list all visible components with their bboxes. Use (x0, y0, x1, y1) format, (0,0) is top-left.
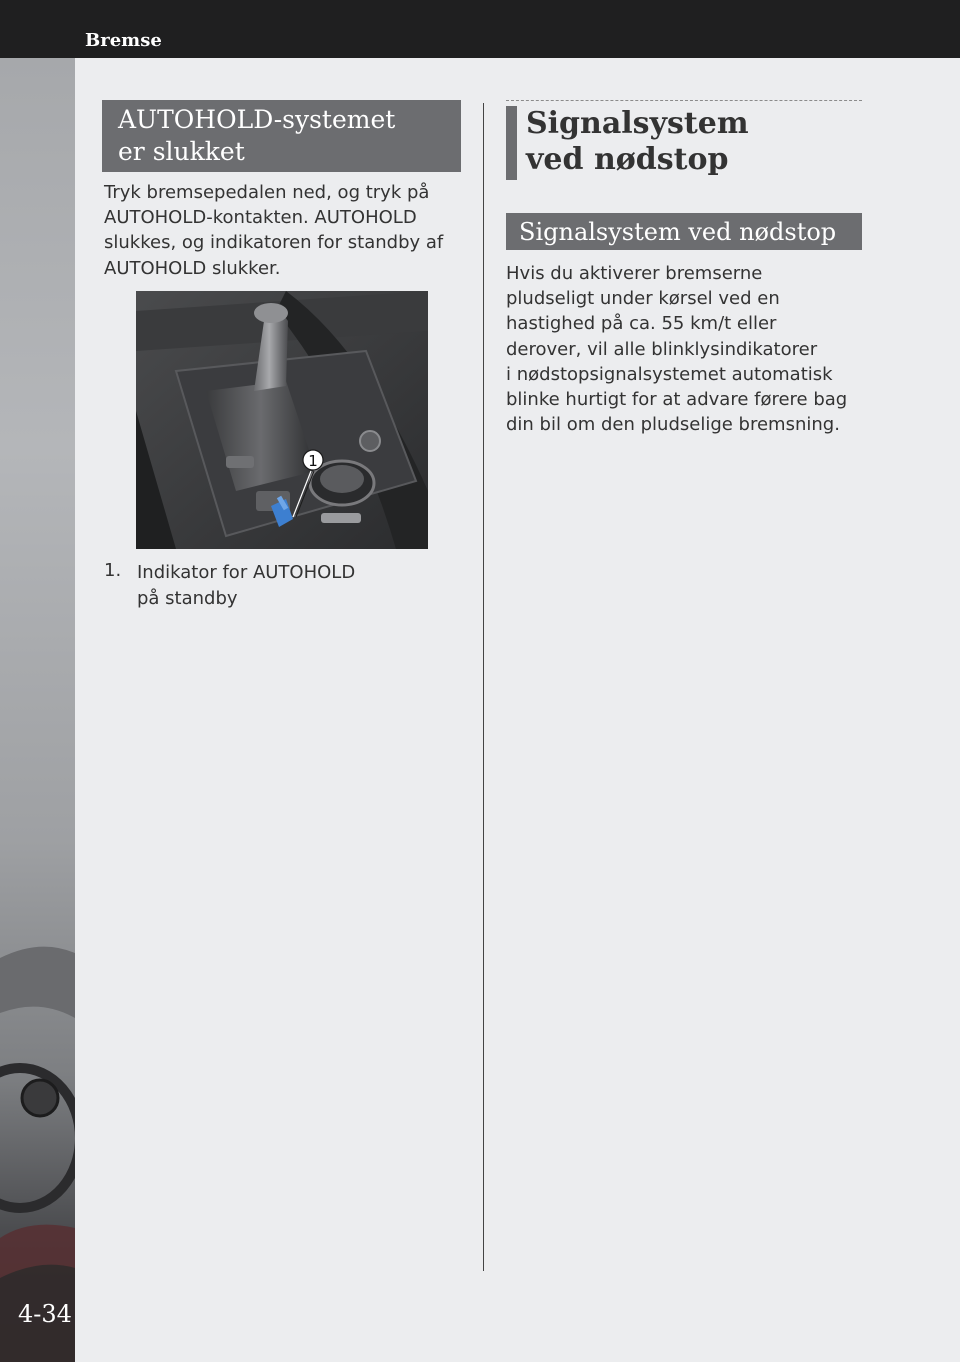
callout-1: 1 (308, 452, 318, 470)
caption-number: 1. (104, 560, 122, 581)
signal-system-title: Signalsystem ved nødstop (526, 106, 749, 177)
autohold-off-heading-text: AUTOHOLD-systemet er slukket (118, 105, 396, 166)
page-content (75, 58, 960, 1362)
column-divider (483, 103, 484, 1271)
page-header-bar (0, 0, 960, 58)
section-title: Bremse (85, 30, 162, 51)
center-console-photo (136, 291, 428, 549)
interior-dashboard-image (0, 58, 75, 1362)
signal-system-paragraph: Hvis du aktiverer bremserne pludseligt under kørsel ved en hastighed på ca. 55 km/t eller derover, vil alle blinklysindikatorer i nødstopsignalsystemet automatisk blinke hurtigt for at advare førere bag din bil om den pludselige bremsning. (506, 263, 848, 436)
side-thumb-strip (0, 58, 75, 1362)
page-number: 4-34 (18, 1300, 72, 1328)
signal-system-subheading (506, 213, 862, 250)
autohold-off-paragraph: Tryk bremsepedalen ned, og tryk på AUTOHOLD-kontakten. AUTOHOLD slukkes, og indikatoren for standby af AUTOHOLD slukker. (104, 182, 444, 279)
autohold-off-heading (102, 100, 461, 172)
title-accent-bar (506, 106, 517, 180)
dashed-rule (506, 100, 862, 101)
signal-system-subheading-text: Signalsystem ved nødstop (519, 218, 837, 246)
caption-text: Indikator for AUTOHOLD på standby (137, 562, 356, 609)
